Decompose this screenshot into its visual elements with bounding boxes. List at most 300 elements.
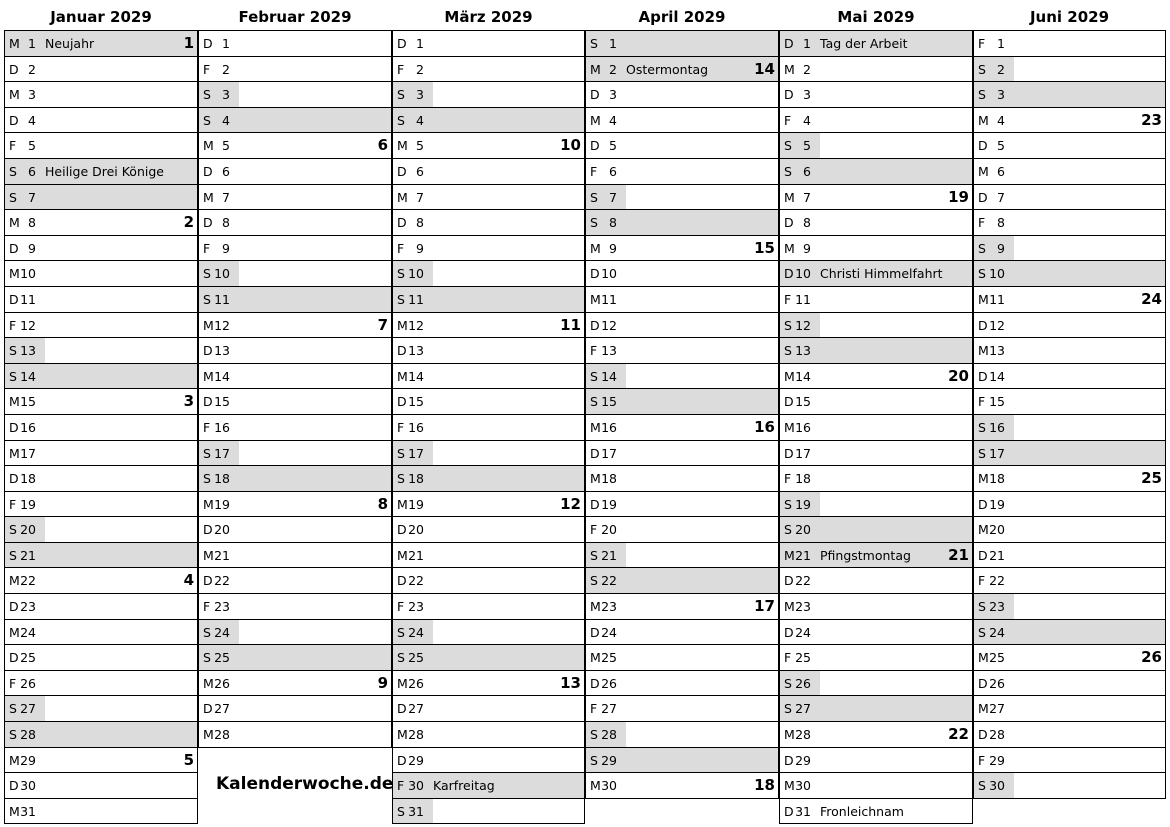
weekday-letter: M (203, 496, 214, 512)
weekday-letter: M (9, 752, 20, 768)
day-number: 13 (989, 343, 1005, 359)
weekday-letter: D (9, 471, 19, 487)
month-title: April 2029 (638, 8, 726, 26)
day-row (779, 313, 973, 339)
day-number: 4 (997, 112, 1005, 128)
weekday-letter: D (784, 445, 794, 461)
day-row (198, 31, 392, 57)
day-row (4, 543, 198, 569)
week-number: 4 (183, 571, 194, 590)
day-number: 5 (416, 138, 424, 154)
day-row (198, 722, 392, 748)
day-number: 22 (795, 573, 811, 589)
day-row (4, 210, 198, 236)
day-row (392, 108, 585, 134)
day-number: 28 (601, 727, 617, 743)
day-row (198, 543, 392, 569)
weekday-letter: S (784, 522, 792, 538)
day-row (4, 364, 198, 390)
day-row (4, 492, 198, 518)
day-number: 1 (28, 36, 36, 51)
weekday-letter: D (978, 496, 988, 512)
day-number: 28 (214, 727, 230, 743)
weekday-letter: D (784, 87, 794, 103)
day-row (973, 82, 1166, 108)
day-number: 3 (609, 87, 617, 103)
day-number: 6 (803, 163, 811, 179)
day-number: 20 (20, 522, 36, 538)
day-number: 28 (408, 727, 424, 743)
day-number: 18 (20, 471, 36, 487)
day-number: 24 (795, 624, 811, 640)
day-number: 23 (214, 599, 230, 615)
day-number: 6 (609, 163, 617, 179)
month-day-list (779, 30, 973, 824)
weekday-letter: S (978, 445, 986, 461)
weekday-letter: D (590, 266, 600, 282)
day-number: 2 (28, 61, 36, 77)
day-row (4, 466, 198, 492)
day-row (973, 748, 1166, 774)
day-number: 22 (20, 573, 36, 589)
weekday-letter: D (978, 138, 988, 154)
weekday-letter: F (397, 419, 405, 435)
weekday-letter: S (784, 675, 792, 691)
day-number: 16 (795, 419, 811, 435)
weekday-letter: S (203, 471, 211, 487)
day-row (779, 441, 973, 467)
weekday-letter: D (9, 112, 19, 128)
weekday-letter: S (9, 522, 17, 538)
day-row (973, 108, 1166, 134)
day-number: 24 (989, 624, 1005, 640)
day-row (585, 364, 779, 390)
day-row (585, 543, 779, 569)
day-number: 24 (601, 624, 617, 640)
month-day-list (392, 30, 585, 824)
day-row (4, 620, 198, 646)
day-row (4, 159, 198, 185)
weekday-letter: D (9, 61, 19, 77)
day-row (4, 185, 198, 211)
day-row (585, 568, 779, 594)
day-row (4, 568, 198, 594)
day-number: 16 (989, 419, 1005, 435)
day-row (779, 415, 973, 441)
day-row (4, 287, 198, 313)
day-row (973, 185, 1166, 211)
day-number: 10 (601, 266, 617, 282)
weekday-letter: S (203, 112, 211, 128)
day-row (973, 415, 1166, 441)
day-number: 25 (20, 650, 36, 666)
day-row (779, 185, 973, 211)
day-row (198, 82, 392, 108)
day-number: 19 (989, 496, 1005, 512)
weekday-letter: D (9, 650, 19, 666)
holiday-name: Neujahr (45, 36, 95, 51)
day-number: 24 (408, 624, 424, 640)
weekday-letter: D (590, 138, 600, 154)
day-number: 19 (601, 496, 617, 512)
weekday-letter: M (203, 727, 214, 743)
weekday-letter: F (978, 752, 986, 768)
day-number: 10 (989, 266, 1005, 282)
day-row (779, 364, 973, 390)
weekday-letter: M (9, 445, 20, 461)
day-row (392, 620, 585, 646)
weekday-letter: D (397, 522, 407, 538)
day-number: 5 (609, 138, 617, 154)
day-number: 31 (408, 803, 424, 819)
day-number: 9 (803, 240, 811, 256)
day-row (392, 338, 585, 364)
weekday-letter: M (590, 112, 601, 128)
month-title: Juni 2029 (1029, 8, 1110, 26)
weekday-letter: D (397, 36, 407, 51)
day-number: 16 (20, 419, 36, 435)
day-number: 11 (214, 291, 230, 307)
day-number: 27 (989, 701, 1005, 717)
weekday-letter: M (9, 266, 20, 282)
weekday-letter: S (590, 36, 598, 51)
weekday-letter: S (397, 87, 405, 103)
weekday-letter: M (784, 727, 795, 743)
weekday-letter: D (784, 752, 794, 768)
day-row (779, 722, 973, 748)
month-title: Februar 2029 (238, 8, 352, 26)
day-row (4, 236, 198, 262)
day-row (392, 594, 585, 620)
day-row (392, 568, 585, 594)
day-number: 2 (997, 61, 1005, 77)
weekday-letter: M (9, 36, 20, 51)
weekday-letter: F (784, 291, 792, 307)
day-number: 31 (795, 803, 811, 819)
day-row (392, 261, 585, 287)
weekday-letter: D (590, 445, 600, 461)
week-number: 10 (560, 136, 581, 155)
day-row (198, 287, 392, 313)
day-row (779, 287, 973, 313)
weekday-letter: S (397, 624, 405, 640)
day-row (198, 313, 392, 339)
week-number: 5 (183, 750, 194, 769)
day-number: 1 (997, 36, 1005, 51)
day-row (392, 441, 585, 467)
day-row (4, 389, 198, 415)
day-row (779, 645, 973, 671)
day-row (779, 492, 973, 518)
weekday-letter: M (978, 163, 989, 179)
weekday-letter: M (784, 61, 795, 77)
day-number: 29 (408, 752, 424, 768)
weekday-letter: D (397, 573, 407, 589)
week-number: 16 (754, 417, 775, 436)
day-number: 17 (795, 445, 811, 461)
weekday-letter: M (784, 419, 795, 435)
weekday-letter: S (397, 445, 405, 461)
month-day-list (4, 30, 198, 824)
day-row (585, 57, 779, 83)
weekday-letter: M (784, 189, 795, 205)
day-row (973, 696, 1166, 722)
weekday-letter: S (978, 266, 986, 282)
weekday-letter: S (9, 163, 17, 179)
month-title: Januar 2029 (50, 8, 152, 26)
day-row (4, 415, 198, 441)
day-row (392, 364, 585, 390)
day-row (4, 108, 198, 134)
day-number: 20 (214, 522, 230, 538)
day-number: 23 (795, 599, 811, 615)
day-row (392, 799, 585, 825)
weekday-letter: F (590, 163, 598, 179)
weekday-letter: S (978, 419, 986, 435)
day-number: 5 (997, 138, 1005, 154)
day-row (4, 645, 198, 671)
weekday-letter: M (590, 291, 601, 307)
day-number: 11 (601, 291, 617, 307)
day-row (973, 492, 1166, 518)
day-number: 18 (795, 471, 811, 487)
day-number: 14 (408, 368, 424, 384)
day-number: 2 (609, 61, 617, 77)
day-number: 13 (214, 343, 230, 359)
weekday-letter: S (203, 445, 211, 461)
day-number: 26 (795, 675, 811, 691)
day-number: 29 (989, 752, 1005, 768)
day-row (198, 364, 392, 390)
day-row (392, 492, 585, 518)
week-number: 2 (183, 213, 194, 232)
day-number: 26 (214, 675, 230, 691)
weekday-letter: M (397, 675, 408, 691)
day-number: 13 (408, 343, 424, 359)
day-number: 7 (609, 189, 617, 205)
day-row (779, 236, 973, 262)
day-row (585, 210, 779, 236)
day-row (585, 441, 779, 467)
weekday-letter: F (397, 599, 405, 615)
day-row (392, 185, 585, 211)
month-column (392, 0, 585, 824)
day-row (4, 748, 198, 774)
day-row (198, 389, 392, 415)
day-number: 20 (408, 522, 424, 538)
day-number: 3 (222, 87, 230, 103)
day-number: 18 (408, 471, 424, 487)
day-number: 26 (20, 675, 36, 691)
day-row (973, 568, 1166, 594)
day-number: 21 (20, 547, 36, 563)
day-number: 18 (214, 471, 230, 487)
weekday-letter: D (397, 215, 407, 231)
weekday-letter: D (590, 496, 600, 512)
day-row (392, 517, 585, 543)
day-number: 26 (601, 675, 617, 691)
brand-logo-text: Kalenderwoche.de (216, 774, 394, 794)
weekday-letter: F (978, 215, 986, 231)
day-row (973, 338, 1166, 364)
day-row (392, 210, 585, 236)
weekday-letter: M (203, 368, 214, 384)
day-row (198, 338, 392, 364)
weekday-letter: M (9, 573, 20, 589)
month-column (585, 0, 779, 799)
weekday-letter: F (203, 240, 211, 256)
day-row (973, 517, 1166, 543)
day-number: 6 (28, 163, 36, 179)
day-number: 15 (408, 394, 424, 410)
day-row (198, 441, 392, 467)
day-row (198, 185, 392, 211)
weekday-letter: S (397, 471, 405, 487)
day-number: 21 (214, 547, 230, 563)
weekday-letter: S (978, 61, 986, 77)
day-number: 3 (803, 87, 811, 103)
day-number: 21 (989, 547, 1005, 563)
day-row (973, 287, 1166, 313)
weekday-letter: S (978, 624, 986, 640)
week-number: 3 (183, 392, 194, 411)
day-row (585, 620, 779, 646)
weekday-letter: S (9, 368, 17, 384)
weekday-letter: D (397, 752, 407, 768)
day-row (198, 159, 392, 185)
day-number: 4 (609, 112, 617, 128)
day-row (392, 543, 585, 569)
weekday-letter: M (978, 343, 989, 359)
day-number: 30 (601, 778, 617, 794)
month-column (198, 0, 392, 748)
weekday-letter: D (9, 291, 19, 307)
weekday-letter: S (397, 112, 405, 128)
weekday-letter: S (590, 573, 598, 589)
day-row (585, 159, 779, 185)
day-number: 4 (416, 112, 424, 128)
weekday-letter: M (397, 727, 408, 743)
weekday-letter: M (9, 215, 20, 231)
day-row (392, 722, 585, 748)
weekday-letter: M (590, 240, 601, 256)
weekday-letter: D (978, 727, 988, 743)
day-row (392, 313, 585, 339)
weekday-letter: M (590, 778, 601, 794)
weekday-letter: S (590, 752, 598, 768)
day-number: 18 (601, 471, 617, 487)
day-number: 7 (28, 189, 36, 205)
day-number: 8 (416, 215, 424, 231)
day-row (779, 799, 973, 825)
day-row (392, 389, 585, 415)
day-row (392, 57, 585, 83)
weekday-letter: S (978, 778, 986, 794)
day-row (779, 543, 973, 569)
day-row (198, 492, 392, 518)
day-number: 10 (214, 266, 230, 282)
weekday-letter: S (9, 701, 17, 717)
weekday-letter: S (397, 650, 405, 666)
day-number: 12 (214, 317, 230, 333)
week-number: 25 (1141, 469, 1162, 488)
week-number: 9 (377, 673, 388, 692)
weekday-letter: S (784, 163, 792, 179)
weekday-letter: M (590, 650, 601, 666)
weekday-letter: S (978, 240, 986, 256)
day-row (392, 645, 585, 671)
day-row (779, 466, 973, 492)
weekday-letter: D (784, 573, 794, 589)
weekday-letter: F (9, 317, 17, 333)
day-number: 17 (408, 445, 424, 461)
day-row (973, 543, 1166, 569)
day-row (973, 594, 1166, 620)
day-number: 10 (795, 266, 811, 282)
holiday-name: Tag der Arbeit (820, 36, 908, 51)
day-row (392, 466, 585, 492)
weekday-letter: S (9, 343, 17, 359)
weekday-letter: M (784, 599, 795, 615)
weekday-letter: D (203, 215, 213, 231)
day-number: 19 (795, 496, 811, 512)
day-row (4, 799, 198, 825)
day-number: 3 (28, 87, 36, 103)
day-row (4, 773, 198, 799)
day-row (392, 82, 585, 108)
weekday-letter: F (590, 701, 598, 717)
day-number: 2 (416, 61, 424, 77)
day-number: 14 (989, 368, 1005, 384)
weekday-letter: D (397, 701, 407, 717)
day-row (585, 773, 779, 799)
day-number: 11 (795, 291, 811, 307)
holiday-name: Ostermontag (626, 61, 709, 77)
day-row (585, 236, 779, 262)
month-day-list (585, 30, 779, 799)
day-number: 30 (20, 778, 36, 794)
weekday-letter: M (203, 189, 214, 205)
weekday-letter: M (203, 547, 214, 563)
week-number: 22 (948, 725, 969, 744)
day-row (198, 415, 392, 441)
day-number: 19 (20, 496, 36, 512)
weekday-letter: S (590, 368, 598, 384)
day-row (198, 594, 392, 620)
weekday-letter: F (9, 675, 17, 691)
day-row (198, 620, 392, 646)
weekday-letter: D (784, 36, 794, 51)
week-number: 26 (1141, 648, 1162, 667)
weekday-letter: M (9, 624, 20, 640)
day-number: 21 (795, 547, 811, 563)
day-row (198, 133, 392, 159)
week-number: 24 (1141, 289, 1162, 308)
day-number: 23 (989, 599, 1005, 615)
week-number: 1 (183, 34, 194, 52)
day-row (392, 671, 585, 697)
month-title: März 2029 (444, 8, 533, 26)
weekday-letter: F (203, 61, 211, 77)
weekday-letter: M (784, 240, 795, 256)
day-number: 25 (408, 650, 424, 666)
day-number: 22 (601, 573, 617, 589)
week-number: 8 (377, 494, 388, 513)
weekday-letter: F (203, 419, 211, 435)
week-number: 18 (754, 776, 775, 795)
day-number: 8 (609, 215, 617, 231)
month-column (973, 0, 1166, 799)
